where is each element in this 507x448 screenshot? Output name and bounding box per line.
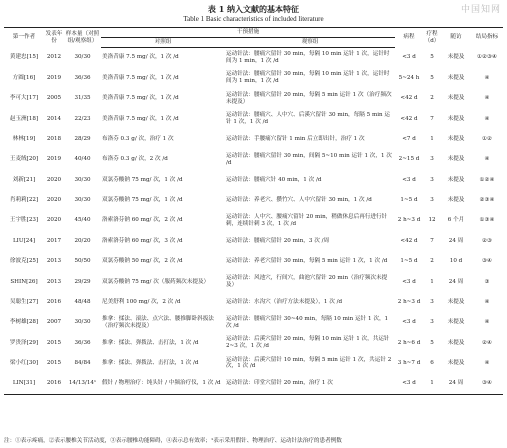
cell-course: 1 [423, 374, 441, 395]
cell-control: 双氯芬酸钠 75 mg/ 次（服药频次未提及） [102, 278, 210, 285]
cell-observation: 运动针法：后溪穴留针 20 min，每隔 10 min 运针 1 次，共运针 2~3 次，1 次 /d [226, 336, 390, 350]
cell-author: 赵玉洲[18] [9, 115, 39, 122]
cell-control: 双氯芬酸钠 75 mg/ 次，1 次 /d [102, 176, 183, 183]
table-row [4, 88, 503, 108]
cell-followup: 24 周 [448, 278, 464, 285]
cell-year: 2013 [46, 278, 62, 285]
cell-author: 李可大[17] [9, 95, 39, 102]
cell-observation: 运动针法：腰痛穴留针 30 min，间隔 5~10 min 运针 1 次，1 次 /d [226, 152, 392, 166]
cell-outcomes: ④ [484, 360, 490, 366]
table-body [4, 47, 503, 394]
cell-sample: 30/30 [74, 197, 91, 203]
cell-outcomes: ①② [482, 135, 493, 142]
cell-observation: 运动针法：水沟穴（治疗方法未提及），1 次 /d [226, 298, 343, 305]
col-outcomes: 结局指标 [471, 28, 503, 48]
cell-followup: 6 个月 [447, 217, 465, 224]
cell-author: SHIN[26] [10, 278, 38, 285]
cell-duration: 5~24 h [398, 74, 420, 81]
cell-duration: <3 d [402, 176, 416, 183]
table-row [4, 374, 503, 395]
cell-year: 2015 [46, 339, 62, 346]
cell-year: 2015 [46, 360, 62, 366]
col-duration: 病程 [395, 28, 423, 48]
cell-year: 2007 [46, 319, 62, 326]
cell-author: 黄建忠[15] [9, 54, 39, 61]
cell-author: 刘新[21] [12, 176, 36, 183]
cell-control: 美洛昔康 7.5 mg/ 次，1 次 /d [102, 74, 179, 81]
col-sample: 样本量（对照组/观察组） [64, 28, 101, 48]
cell-followup: 未提及 [447, 54, 465, 61]
cell-outcomes: ③④ [482, 258, 493, 265]
cell-author: 李树雄[28] [9, 319, 39, 326]
cell-outcomes: ①②④ [479, 176, 495, 183]
cell-observation: 运动针法：手腰痛穴留针 1 min 后立即出针，治疗 1 次 [226, 135, 365, 142]
cell-observation: 运动针法：腰痛穴留针 30 min，每隔 10 min 运针 1 次，运针时间为 1 min，1 次 /d [226, 71, 390, 85]
cell-outcomes: ④ [484, 298, 490, 305]
cell-author: 林林[19] [12, 135, 36, 142]
cell-year: 2016 [44, 374, 64, 395]
cell-course: 2 [430, 95, 434, 102]
cell-followup: 未提及 [447, 95, 465, 102]
cell-year: 2018 [46, 135, 62, 142]
cell-observation: 运动针法：养老穴留针 30 min，每隔 5 min 运针 1 次，1 次 /d [226, 258, 388, 265]
cell-followup: 未提及 [447, 156, 465, 163]
table-row [4, 47, 503, 68]
cell-duration: <3 d [402, 278, 416, 285]
table-caption-cn: 表 1 纳入文献的基本特征 [207, 4, 300, 14]
cell-year: 2012 [46, 54, 62, 61]
table-row [4, 272, 503, 292]
cell-course: 2 [430, 258, 434, 265]
cell-observation: 运动针法：腰痛穴留针 30 min，每隔 10 min 运针 1 次，运针时间为 1 min，1 次 /d [226, 50, 390, 64]
cell-outcomes: ④ [484, 74, 490, 81]
cell-sample: 45/40 [74, 217, 91, 224]
cell-year: 2019 [46, 156, 62, 163]
cell-duration: 2 h~3 d [397, 217, 421, 224]
cell-sample: 30/30 [74, 176, 91, 183]
cell-outcomes: ②③ [482, 237, 493, 244]
table-row [4, 211, 503, 231]
cell-followup: 未提及 [447, 176, 465, 183]
cell-duration: <7 d [402, 135, 416, 142]
table-footnote: 注：①表示疼痛，②表示腰椎关节活动度，③表示腰椎功能障碍，④表示总有效率；¹表示采用假针、物理治疗、运动针法治疗的患者例数 [4, 438, 342, 444]
table-row [4, 190, 503, 210]
cell-year: 2014 [46, 115, 62, 122]
cell-sample: 22/23 [74, 115, 91, 122]
cell-control: 洛索洛芬钠 60 mg/ 次，2 次 /d [102, 217, 183, 224]
table-row [4, 129, 503, 149]
cell-followup: 10 d [449, 258, 463, 265]
cell-author: 王宇胜[23] [9, 217, 39, 224]
cell-followup: 未提及 [447, 360, 465, 366]
cell-outcomes: ②③④ [479, 197, 495, 203]
cell-outcomes: ④ [484, 156, 490, 163]
cell-course: 3 [430, 197, 434, 203]
cell-sample: 84/84 [74, 360, 91, 366]
cell-control: 布洛芬 0.3 g/ 次，2 次 /d [102, 156, 168, 163]
cell-course: 3 [430, 176, 434, 183]
cell-observation: 运动针法：后溪穴留针 10 min，每隔 5 min 运针 1 次，共运针 2 次，1 次 /d [226, 356, 392, 370]
cell-duration: <42 d [400, 237, 418, 244]
cell-course: 7 [430, 115, 434, 122]
cell-sample: 36/36 [74, 339, 91, 346]
cell-control: 尼美舒利 100 mg/ 次，2 次 /d [102, 298, 181, 305]
cell-sample: 20/20 [74, 237, 91, 244]
cell-author: LIN[31] [4, 374, 44, 395]
cell-followup: 24 周 [441, 374, 471, 395]
cell-observation: 运动针法：风池穴，行间穴，曲池穴留针 20 min（治疗频次未提及） [226, 275, 388, 288]
cell-sample: 30/30 [74, 319, 91, 326]
literature-table [4, 27, 503, 395]
cell-course: 1 [430, 135, 434, 142]
cell-outcomes: ④ [484, 319, 490, 326]
table-caption-en: Table 1 Basic characteristics of included literature [183, 15, 324, 23]
cell-duration: 2 h~3 d [397, 298, 421, 305]
cell-followup: 未提及 [447, 135, 465, 142]
cell-course: 3 [430, 156, 434, 163]
cell-year: 2017 [46, 237, 62, 244]
cell-course: 3 [430, 319, 434, 326]
cell-author: LIU[24] [12, 237, 36, 244]
cell-observation: 运动针法：腰痛穴针 40 min，1 次 /d [226, 176, 322, 183]
cell-control: 布洛芬 0.3 g/ 次，治疗 1 次 [102, 135, 174, 142]
cell-sample: 36/36 [74, 74, 91, 81]
cell-duration: 2 h~6 d [397, 339, 421, 346]
table-row [4, 251, 503, 271]
cell-course: 5 [430, 339, 434, 346]
cell-course: 6 [430, 360, 434, 366]
cell-sample: 30/30 [74, 54, 91, 61]
cell-outcomes: ①③④ [479, 217, 495, 224]
cell-author: 方圆[16] [12, 74, 36, 81]
cell-observation: 运动针法：印堂穴留针 20 min，治疗 1 次 [225, 374, 395, 395]
cell-duration: 1~5 d [400, 258, 418, 265]
cell-control: 美洛昔康 7.5 mg/ 次，1 次 /d [102, 54, 179, 61]
table-row [4, 68, 503, 88]
cell-year: 2020 [46, 176, 62, 183]
col-intervention: 干预措施 [101, 28, 395, 38]
cell-followup: 未提及 [447, 339, 465, 346]
cell-outcomes: ③④ [471, 374, 503, 395]
cell-followup: 24 周 [448, 237, 464, 244]
cell-outcomes: ④ [484, 95, 490, 102]
table-row [4, 292, 503, 312]
cell-duration: <3 d [402, 54, 416, 61]
cell-sample: 31/35 [74, 95, 91, 102]
cell-sample: 50/50 [74, 258, 91, 265]
col-year: 发表年份 [44, 28, 64, 48]
cell-author: 肖莉莉[22] [9, 197, 39, 203]
cell-course: 1 [430, 278, 434, 285]
cell-year: 2005 [46, 95, 62, 102]
cell-duration: <42 d [400, 115, 418, 122]
cell-followup: 未提及 [447, 115, 465, 122]
cell-sample: 48/48 [74, 298, 91, 305]
table-row [4, 353, 503, 373]
col-control: 对照组 [101, 37, 225, 47]
cell-sample: 14/13/14¹ [64, 374, 101, 395]
cell-followup: 未提及 [447, 74, 465, 81]
cell-control: 美洛昔康 7.5 mg/ 次，1 次 /d [102, 95, 179, 102]
cell-control: 双氯芬酸钠 50 mg/ 次，2 次 /d [102, 258, 183, 265]
cell-control: 假针 / 物理治疗：纯头针 / 中频治疗仪，1 次 /d [101, 374, 225, 395]
cell-year: 2019 [46, 74, 62, 81]
cell-author: 罗贵泽[29] [9, 339, 39, 346]
cell-followup: 未提及 [447, 298, 465, 305]
cell-followup: 未提及 [447, 197, 465, 203]
cell-outcomes: ②④ [482, 339, 493, 346]
cell-observation: 运动针法：腰痛穴、人中穴、后溪穴留针 30 min，每隔 5 min 运针 1 次，1 次 /d [226, 112, 391, 125]
cell-control: 洛索洛芬钠 60 mg/ 次，3 次 /d [102, 237, 183, 244]
col-author: 第一作者 [4, 28, 44, 48]
cell-outcomes: ④ [484, 115, 490, 122]
cell-course: 12 [428, 217, 436, 224]
cell-sample: 29/29 [74, 278, 91, 285]
cell-duration: 2~15 d [398, 156, 420, 163]
col-followup: 随访 [441, 28, 471, 48]
cell-control: 推拿：揉法、弹拨法、击打法，1 次 /d [102, 360, 199, 366]
cell-year: 2020 [46, 197, 62, 203]
cell-observation: 运动针法：腰痛穴留针 20 min，3 次 /周 [226, 237, 330, 244]
cell-course: 3 [430, 298, 434, 305]
cell-year: 2020 [46, 217, 62, 224]
col-observation: 观察组 [225, 37, 395, 47]
cell-author: 吴聪生[27] [9, 298, 39, 305]
cell-duration: <42 d [400, 95, 418, 102]
cell-author: 徐波克[25] [9, 258, 39, 265]
cell-duration: 3 h~7 d [397, 360, 421, 366]
cell-sample: 40/40 [74, 156, 91, 163]
cell-outcomes: ③ [484, 278, 490, 285]
cell-followup: 未提及 [447, 319, 465, 326]
table-row [4, 333, 503, 353]
cell-duration: <3 d [395, 374, 423, 395]
cell-observation: 运动针法：腰痛穴留针 30~40 min，每隔 10 min 运针 1 次，1 次 /d [226, 315, 389, 329]
cell-observation: 运动针法：养老穴、攒竹穴、人中穴留针 30 min，1 次 /d [226, 197, 372, 203]
cell-year: 2016 [46, 298, 62, 305]
cell-year: 2013 [46, 258, 62, 265]
cell-course: 5 [430, 74, 434, 81]
cell-outcomes: ①②③④ [476, 54, 498, 61]
cell-author: 王麦绒[20] [9, 156, 39, 163]
table-row [4, 170, 503, 190]
cell-control: 美洛昔康 7.5 mg/ 次，1 次 /d [102, 115, 179, 122]
table-row [4, 109, 503, 129]
cell-control: 推拿：揉法、弹拨法、击打法，1 次 /d [102, 339, 199, 346]
col-course: 疗程（d） [423, 28, 441, 48]
cell-duration: <3 d [402, 319, 416, 326]
cell-control: 双氯芬酸钠 75 mg/ 次，1 次 /d [102, 197, 183, 203]
cell-course: 5 [430, 54, 434, 61]
header-row-1 [4, 28, 503, 38]
cell-observation: 运动针法：腰痛穴留针 20 min，每隔 5 min 运针 1 次（治疗频次未提及） [226, 91, 392, 105]
cell-duration: 1~5 d [400, 197, 418, 203]
table-row [4, 149, 503, 169]
cell-control: 推拿：揉法、滚法、点穴法、腰推脚卧斜扳法（治疗频次未提及） [102, 315, 214, 329]
cell-author: 梁小红[30] [9, 360, 39, 366]
cell-observation: 运动针法：人中穴、腰痛穴留针 20 min，稍做休息后再行进行针刺，连续针刺 3 次，1 次 /d [226, 213, 388, 227]
cell-course: 7 [430, 237, 434, 244]
watermark-logo: 中国知网 [460, 5, 501, 15]
table-row [4, 312, 503, 332]
table-row [4, 231, 503, 251]
cell-sample: 28/29 [74, 135, 91, 142]
